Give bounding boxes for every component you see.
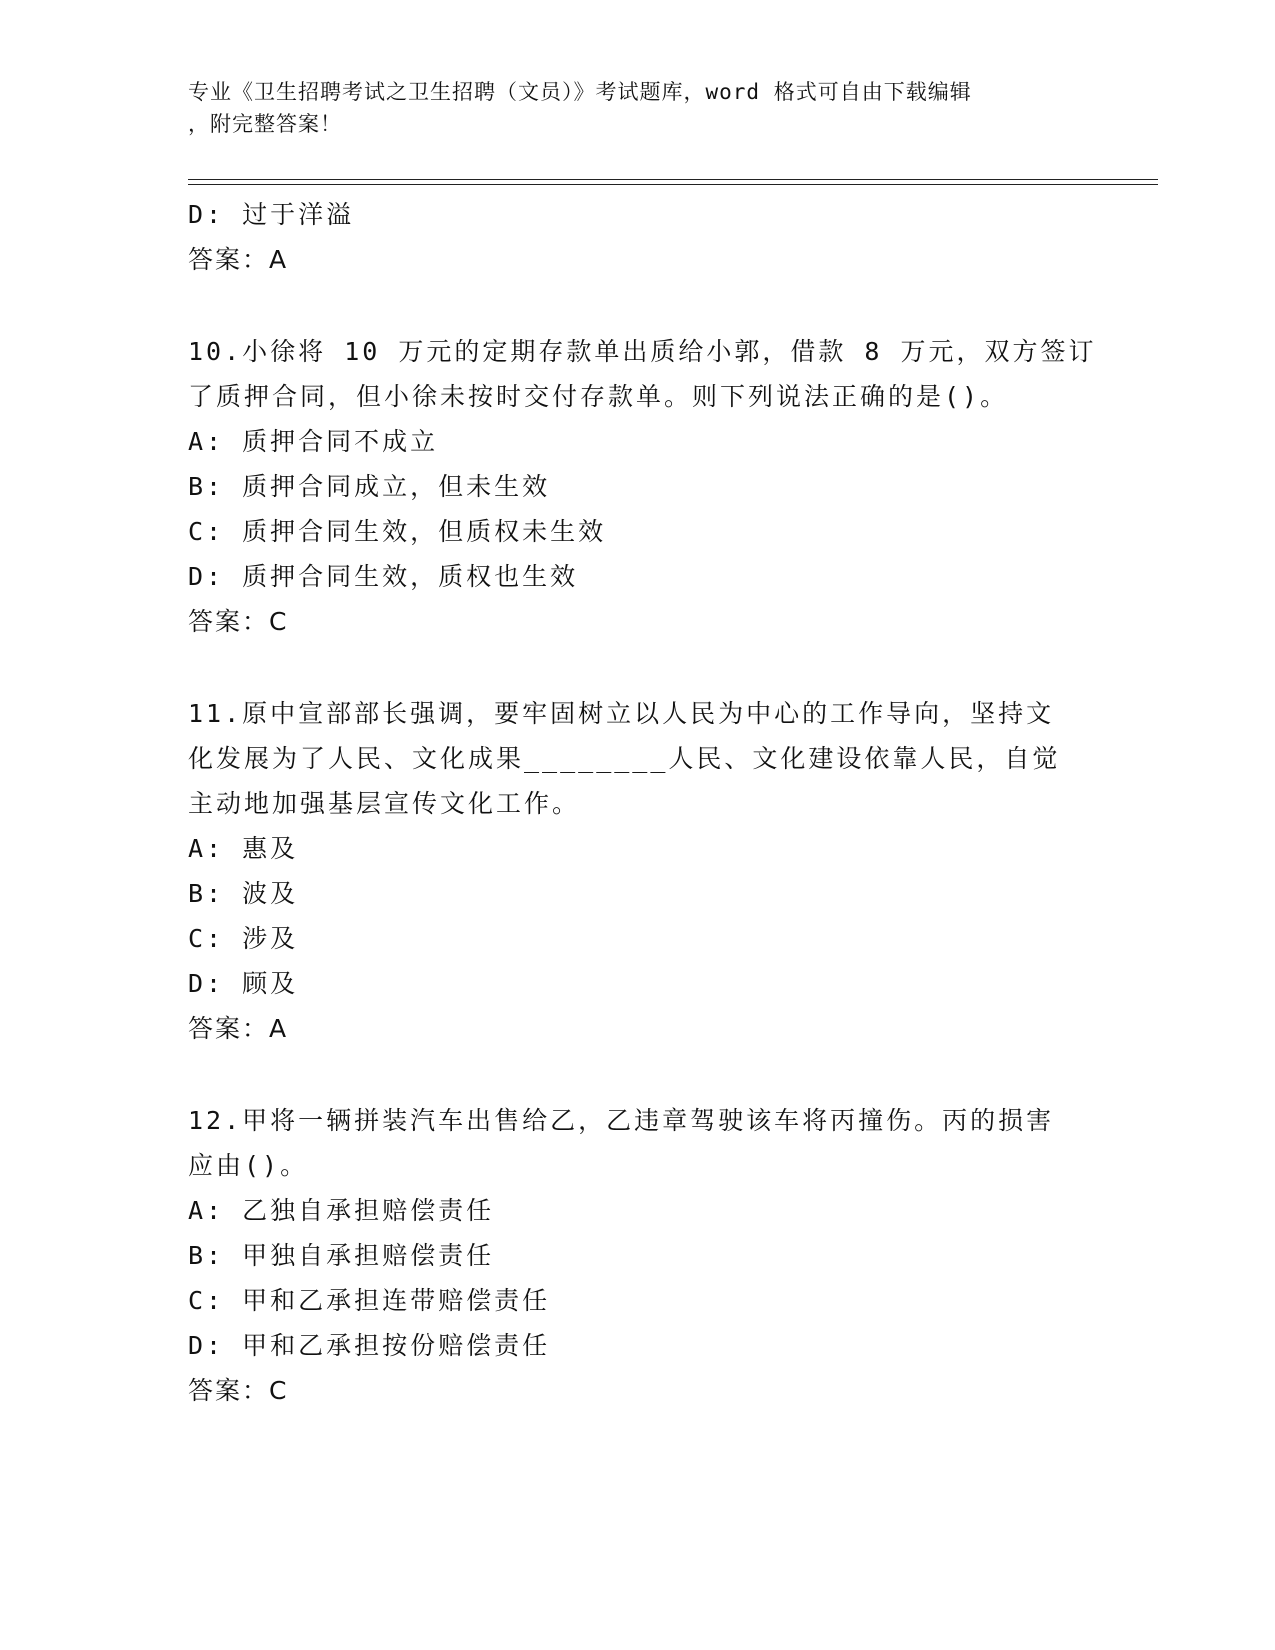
option-a: A: 乙独自承担赔偿责任: [188, 1196, 495, 1225]
option-d: D: 甲和乙承担按份赔偿责任: [188, 1331, 551, 1360]
question-line: 应由()。: [188, 1151, 309, 1180]
question-10-answer: 答案：C: [188, 607, 289, 636]
question-line: 了质押合同，但小徐未按时交付存款单。则下列说法正确的是()。: [188, 382, 1009, 411]
document-body: [188, 192, 1097, 1413]
document-header: [188, 76, 1088, 140]
option-b: B: 质押合同成立，但未生效: [188, 472, 551, 501]
question-11: [188, 691, 1088, 1051]
header-line-2: ，附完整答案！: [188, 112, 342, 136]
question-line: 11.原中宣部部长强调，要牢固树立以人民为中心的工作导向，坚持文: [188, 699, 1055, 728]
question-spacer: [188, 644, 1088, 691]
question-line: 12.甲将一辆拼装汽车出售给乙，乙违章驾驶该车将丙撞伤。丙的损害: [188, 1106, 1055, 1135]
previous-answer: 答案：A: [188, 245, 289, 274]
question-12-answer: 答案：C: [188, 1376, 289, 1405]
question-spacer: [188, 1051, 1088, 1098]
header-divider-top: [188, 179, 1158, 180]
header-line-1: 专业《卫生招聘考试之卫生招聘（文员）》考试题库，word 格式可自由下载编辑: [188, 80, 972, 104]
option-b: B: 甲独自承担赔偿责任: [188, 1241, 495, 1270]
question-spacer: [188, 282, 1088, 329]
option-a: A: 质押合同不成立: [188, 427, 439, 456]
question-11-answer: 答案：A: [188, 1014, 289, 1043]
question-12-text: [188, 1098, 1088, 1188]
option-c: C: 甲和乙承担连带赔偿责任: [188, 1286, 551, 1315]
previous-option-d: D: 过于洋溢: [188, 200, 355, 229]
question-12: [188, 1098, 1088, 1413]
option-d: D: 顾及: [188, 969, 299, 998]
question-line: 主动地加强基层宣传文化工作。: [188, 789, 581, 818]
question-10-text: [188, 329, 1097, 419]
option-c: C: 质押合同生效，但质权未生效: [188, 517, 607, 546]
question-10: [188, 329, 1097, 644]
option-b: B: 波及: [188, 879, 299, 908]
option-c: C: 涉及: [188, 924, 299, 953]
option-d: D: 质押合同生效，质权也生效: [188, 562, 579, 591]
question-11-text: [188, 691, 1088, 826]
option-a: A: 惠及: [188, 834, 299, 863]
question-line: 化发展为了人民、文化成果________人民、文化建设依靠人民，自觉: [188, 744, 1061, 773]
question-line: 10.小徐将 10 万元的定期存款单出质给小郭，借款 8 万元，双方签订: [188, 337, 1097, 366]
header-divider-bottom: [188, 184, 1158, 185]
